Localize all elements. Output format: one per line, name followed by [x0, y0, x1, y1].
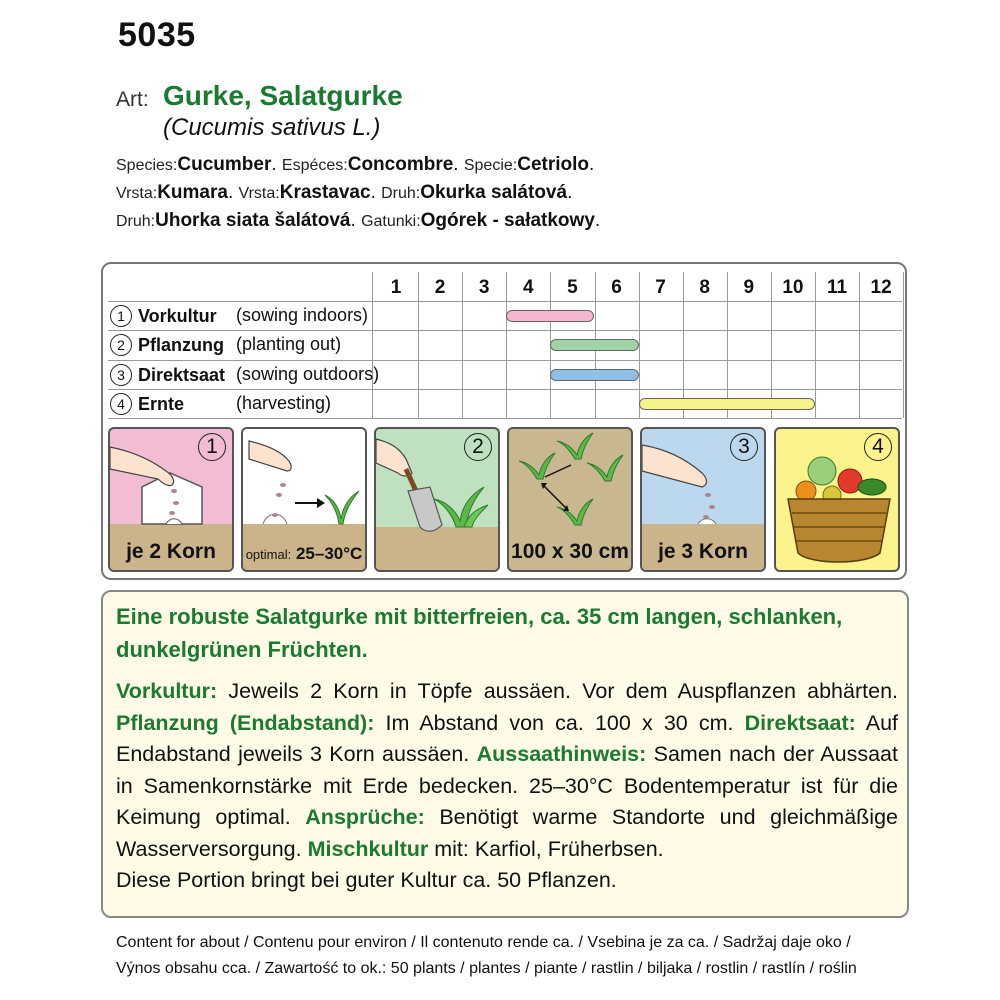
- variety-name: Gurke, Salatgurke: [163, 80, 403, 111]
- row-en-pflanzung: (planting out): [236, 334, 342, 354]
- pictogram-number: 1: [198, 433, 226, 461]
- step-number-2: 2: [110, 334, 132, 356]
- footer-line-2: Výnos obsahu cca. / Zawartość to ok.: 50 plants / plantes / piante / rastlin / biljaka / rostlin / rastlín / roślin: [116, 960, 857, 977]
- month-header-10: 10: [782, 277, 804, 298]
- pictogram-number: 2: [464, 433, 492, 461]
- pictogram-caption: je 2 Korn: [126, 540, 216, 563]
- species-line-3: Druh:Uhorka siata šalátová. Gatunki:Ogórek - sałatkowy.: [116, 210, 601, 231]
- month-header-6: 6: [611, 277, 622, 298]
- description-body: Vorkultur: Jeweils 2 Korn in Töpfe aussäen. Vor dem Auspflanzen abhärten. Pflanzung (Endabstand): Im Abstand von ca. 100 x 30 cm. Direktsaat: Auf Endabstand jeweils 3 Korn aussäen. Aussaathinweis: Samen nach der Aussaat in Samenkornstärke mit Erde bedecken. 25–30°C Bodentemperatur ist für die Keimung optimal. Ansprüche: Benötigt warme Standorte und gleichmäßige Wasserversorgung. Mischkultur mit: Karfiol, Früherbsen. Diese Portion bringt bei guter Kultur ca. 50 Pflanzen.: [116, 679, 898, 892]
- pictogram-harvesting: [774, 427, 900, 572]
- row-label-ernte: 4 Ernte: [110, 393, 184, 415]
- row-label-vorkultur: 1 Vorkultur: [110, 305, 217, 327]
- month-header-2: 2: [434, 277, 446, 298]
- pictogram-sowing-outdoors: [640, 427, 766, 572]
- description-headline: Eine robuste Salatgurke mit bitterfreien, ca. 35 cm langen, schlanken, dunkelgrünen Früchten.: [116, 604, 843, 662]
- species-line-1: Species:Cucumber. Espéces:Concombre. Specie:Cetriolo.: [116, 154, 595, 175]
- species-line-2: Vrsta:Kumara. Vrsta:Krastavac. Druh:Okurka salátová.: [116, 182, 573, 203]
- schedule-bar-direktsaat: [550, 369, 638, 381]
- schedule-bar-ernte: [639, 398, 815, 410]
- month-header-9: 9: [743, 277, 755, 298]
- schedule-bar-vorkultur: [506, 310, 594, 322]
- pictogram-germination: [241, 427, 367, 572]
- pictogram-number: 3: [730, 433, 758, 461]
- art-label: Art:: [116, 88, 149, 111]
- step-number-1: 1: [110, 305, 132, 327]
- month-header-11: 11: [826, 277, 848, 298]
- row-label-pflanzung: 2 Pflanzung: [110, 334, 224, 356]
- latin-name: (Cucumis sativus L.): [163, 114, 381, 141]
- month-header-3: 3: [478, 277, 490, 298]
- step-number-4: 4: [110, 393, 132, 415]
- row-en-ernte: (harvesting): [236, 393, 332, 413]
- footer-line-1: Content for about / Contenu pour environ / Il contenuto rende ca. / Vsebina je za ca. / Sadržaj daje oko /: [116, 934, 851, 951]
- month-header-12: 12: [870, 277, 892, 298]
- product-code: 5035: [118, 16, 196, 54]
- row-en-vorkultur: (sowing indoors): [236, 305, 369, 325]
- pictogram-number: 4: [864, 433, 892, 461]
- step-number-3: 3: [110, 364, 132, 386]
- row-label-direktsaat: 3 Direktsaat: [110, 364, 225, 386]
- month-header-4: 4: [523, 277, 534, 298]
- pictogram-sowing-indoors: [108, 427, 234, 572]
- pictogram-planting-out: [374, 427, 500, 572]
- pictogram-spacing: [507, 427, 633, 572]
- schedule-bar-pflanzung: [550, 339, 638, 351]
- pictogram-caption: 100 x 30 cm: [511, 540, 629, 563]
- month-header-8: 8: [699, 277, 710, 298]
- pictogram-caption: optimal: 25–30°C: [245, 544, 363, 563]
- month-header-5: 5: [567, 277, 578, 298]
- row-en-direktsaat: (sowing outdoors): [236, 364, 380, 384]
- month-header-7: 7: [655, 277, 666, 298]
- pictogram-caption: je 3 Korn: [658, 540, 748, 563]
- month-header-1: 1: [390, 277, 402, 298]
